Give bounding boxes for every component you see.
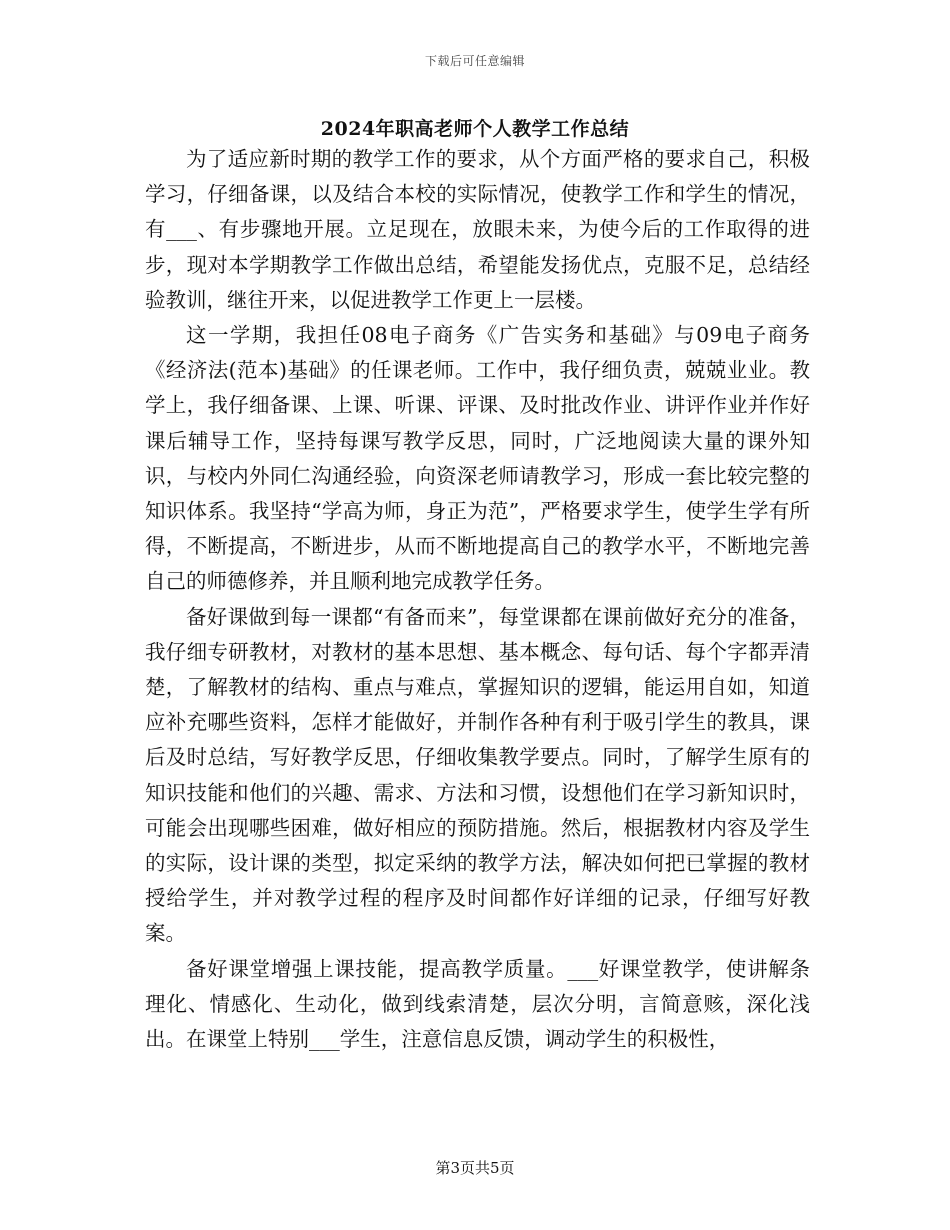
paragraph-semester-duties: 这一学期，我担任08电子商务《广告实务和基础》与09电子商务《经济法(范本)基础》的任课老师。工作中，我仔细负责，兢兢业业。教学上，我仔细备课、上课、听课、评课、及时批改作业、讲评作业并作好课后辅导工作，坚持每课写教学反思，同时，广泛地阅读大量的课外知识，与校内外同仁沟通经验，向资深老师请教学习，形成一套比较完整的知识体系。我坚持“学高为师，身正为范”，严格要求学生，使学生学有所得，不断提高，不断进步，从而不断地提高自己的教学水平，不断地完善自己的师德修养，并且顺利地完成教学任务。 bbox=[145, 323, 810, 594]
page-number-footer: 第3页共5页 bbox=[435, 1159, 515, 1177]
paragraph-lesson-preparation: 备好课做到每一课都“有备而来”，每堂课都在课前做好充分的准备，我仔细专研教材，对教材的基本思想、基本概念、每句话、每个字都弄清楚，了解教材的结构、重点与难点，掌握知识的逻辑，能运用自如，知道应补充哪些资料，怎样才能做好，并制作各种有利于吸引学生的教具，课后及时总结，写好教学反思，仔细收集教学要点。同时，了解学生原有的知识技能和他们的兴趣、需求、方法和习惯，设想他们在学习新知识时，可能会出现哪些困难，做好相应的预防措施。然后，根据教材内容及学生的实际，设计课的类型，拟定采纳的教学方法，解决如何把已掌握的教材授给学生，并对教学过程的程序及时间都作好详细的记录，仔细写好教案。 bbox=[145, 604, 810, 946]
page-header-note: 下载后可任意编辑 bbox=[424, 54, 525, 68]
document-title: 2024年职高老师个人教学工作总结 bbox=[320, 118, 630, 140]
document-body bbox=[145, 142, 810, 1057]
paragraph-classroom-teaching: 备好课堂增强上课技能，提高教学质量。___好课堂教学，使讲解条理化、情感化、生动化，做到线索清楚，层次分明，言简意赅，深化浅出。在课堂上特别___学生，注意信息反馈，调动学生的积极性， bbox=[145, 956, 810, 1052]
paragraph-intro: 为了适应新时期的教学工作的要求，从个方面严格的要求自己，积极学习，仔细备课，以及结合本校的实际情况，使教学工作和学生的情况，有___、有步骤地开展。立足现在，放眼未来，为使今后的工作取得的进步，现对本学期教学工作做出总结，希望能发扬优点，克服不足，总结经验教训，继往开来，以促进教学工作更上一层楼。 bbox=[145, 147, 810, 312]
